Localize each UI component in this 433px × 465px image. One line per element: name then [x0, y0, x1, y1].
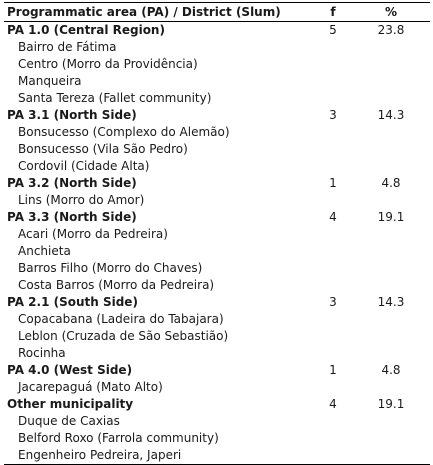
- empty-cell: [352, 260, 430, 277]
- area-label: PA 4.0 (West Side): [7, 363, 133, 377]
- empty-cell: [352, 447, 430, 465]
- empty-cell: [314, 39, 352, 56]
- district-label: Duque de Caxias: [18, 414, 120, 428]
- district-row: [4, 226, 430, 243]
- district-label: Bonsucesso (Vila São Pedro): [18, 142, 188, 156]
- empty-cell: [314, 430, 352, 447]
- area-row: [4, 362, 430, 379]
- empty-cell: [352, 124, 430, 141]
- empty-cell: [314, 141, 352, 158]
- district-label: Barros Filho (Morro do Chaves): [18, 261, 203, 275]
- empty-cell: [352, 345, 430, 362]
- empty-cell: [352, 311, 430, 328]
- empty-cell: [352, 413, 430, 430]
- area-percent: 19.1: [377, 397, 405, 411]
- district-label: Belford Roxo (Farrola community): [18, 431, 219, 445]
- district-row: [4, 141, 430, 158]
- district-row: [4, 124, 430, 141]
- district-label: Lins (Morro do Amor): [18, 193, 145, 207]
- header-percent: %: [352, 3, 430, 22]
- area-row: [4, 107, 430, 124]
- district-label: Rocinha: [18, 346, 66, 360]
- empty-cell: [314, 447, 352, 465]
- empty-cell: [352, 56, 430, 73]
- area-percent: 4.8: [381, 363, 401, 377]
- empty-cell: [352, 90, 430, 107]
- district-row: [4, 328, 430, 345]
- area-percent: 19.1: [377, 210, 405, 224]
- empty-cell: [314, 192, 352, 209]
- empty-cell: [314, 90, 352, 107]
- empty-cell: [314, 226, 352, 243]
- district-row: [4, 413, 430, 430]
- empty-cell: [352, 73, 430, 90]
- district-label: Copacabana (Ladeira do Tabajara): [18, 312, 224, 326]
- empty-cell: [352, 192, 430, 209]
- empty-cell: [314, 56, 352, 73]
- area-frequency: 3: [329, 108, 337, 122]
- area-percent: 14.3: [377, 295, 405, 309]
- empty-cell: [314, 413, 352, 430]
- district-row: [4, 73, 430, 90]
- district-row: [4, 192, 430, 209]
- district-row: [4, 260, 430, 277]
- area-row: [4, 294, 430, 311]
- header-row: [4, 3, 430, 22]
- district-row: [4, 379, 430, 396]
- area-row: [4, 209, 430, 226]
- empty-cell: [352, 141, 430, 158]
- area-frequency: 1: [329, 176, 337, 190]
- area-frequency: 1: [329, 363, 337, 377]
- district-label: Bonsucesso (Complexo do Alemão): [18, 125, 230, 139]
- district-label: Santa Tereza (Fallet community): [18, 91, 212, 105]
- slum-distribution-table: [4, 2, 430, 465]
- empty-cell: [314, 379, 352, 396]
- district-label: Bairro de Fátima: [18, 40, 117, 54]
- table-body: [4, 22, 430, 465]
- area-label: PA 3.1 (North Side): [7, 108, 137, 122]
- district-row: [4, 158, 430, 175]
- empty-cell: [352, 379, 430, 396]
- area-label: Other municipality: [7, 397, 134, 411]
- area-percent: 23.8: [377, 23, 405, 37]
- district-row: [4, 345, 430, 362]
- district-row: [4, 430, 430, 447]
- area-label: PA 3.3 (North Side): [7, 210, 137, 224]
- area-frequency: 4: [329, 210, 337, 224]
- empty-cell: [352, 39, 430, 56]
- district-row: [4, 447, 430, 465]
- district-label: Leblon (Cruzada de São Sebastião): [18, 329, 229, 343]
- empty-cell: [314, 311, 352, 328]
- district-row: [4, 90, 430, 107]
- empty-cell: [314, 260, 352, 277]
- district-label: Acari (Morro da Pedreira): [18, 227, 168, 241]
- empty-cell: [314, 124, 352, 141]
- empty-cell: [352, 328, 430, 345]
- empty-cell: [314, 328, 352, 345]
- district-label: Engenheiro Pedreira, Japeri: [4, 447, 314, 465]
- area-frequency: 5: [329, 23, 337, 37]
- empty-cell: [314, 73, 352, 90]
- empty-cell: [314, 158, 352, 175]
- area-row: [4, 175, 430, 192]
- empty-cell: [352, 158, 430, 175]
- district-row: [4, 56, 430, 73]
- empty-cell: [352, 243, 430, 260]
- empty-cell: [352, 277, 430, 294]
- empty-cell: [314, 243, 352, 260]
- area-label: PA 3.2 (North Side): [7, 176, 137, 190]
- header-frequency: f: [314, 3, 352, 22]
- area-percent: 14.3: [377, 108, 405, 122]
- district-row: [4, 311, 430, 328]
- district-row: [4, 243, 430, 260]
- area-label: PA 2.1 (South Side): [7, 295, 138, 309]
- empty-cell: [352, 430, 430, 447]
- empty-cell: [314, 345, 352, 362]
- area-frequency: 4: [329, 397, 337, 411]
- district-label: Manqueira: [18, 74, 82, 88]
- empty-cell: [352, 226, 430, 243]
- area-label: PA 1.0 (Central Region): [7, 23, 165, 37]
- district-row: [4, 39, 430, 56]
- district-row: [4, 277, 430, 294]
- district-label: Jacarepaguá (Mato Alto): [18, 380, 163, 394]
- header-area: Programmatic area (PA) / District (Slum): [4, 3, 314, 22]
- empty-cell: [314, 277, 352, 294]
- district-label: Costa Barros (Morro da Pedreira): [18, 278, 215, 292]
- district-label: Centro (Morro da Providência): [18, 57, 198, 71]
- area-frequency: 3: [329, 295, 337, 309]
- area-percent: 4.8: [381, 176, 401, 190]
- district-label: Anchieta: [18, 244, 71, 258]
- district-label: Cordovil (Cidade Alta): [18, 159, 150, 173]
- area-row: [4, 396, 430, 413]
- area-row: [4, 22, 430, 40]
